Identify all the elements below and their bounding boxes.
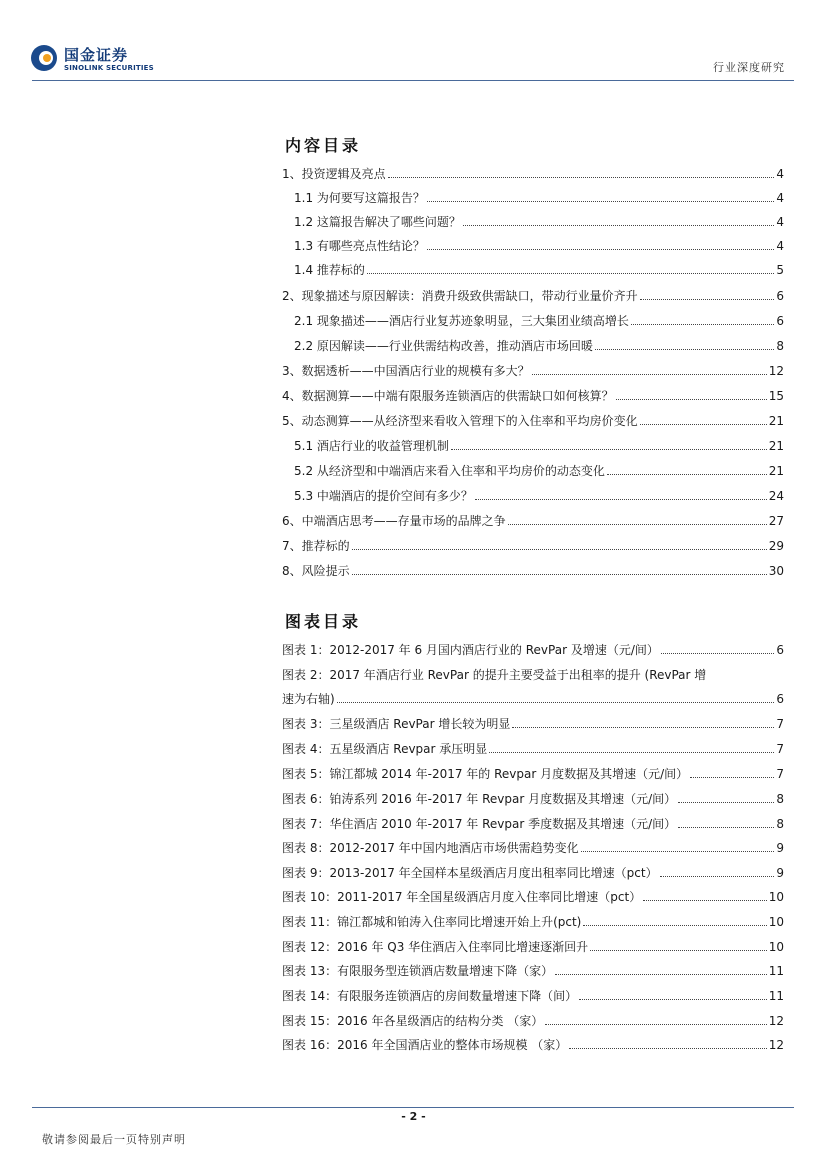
toc-entry-label: 5.2 从经济型和中端酒店来看入住率和平均房价的动态变化 <box>294 464 605 478</box>
toc-entry-label: 8、风险提示 <box>282 564 350 578</box>
dot-leader <box>352 573 767 575</box>
figure-entry-page: 10 <box>768 940 784 954</box>
toc-entry-page: 4 <box>776 167 784 181</box>
page-header <box>0 0 827 82</box>
footer-disclaimer: 敬请参阅最后一页特别声明 <box>42 1133 186 1146</box>
dot-leader <box>545 1023 766 1025</box>
figure-entry-label: 图表 12：2016 年 Q3 华住酒店入住率同比增速逐渐回升 <box>282 940 589 954</box>
figure-entry[interactable] <box>282 640 784 658</box>
toc-entry-label: 2.2 原因解读——行业供需结构改善，推动酒店市场回暖 <box>294 339 593 353</box>
dot-leader <box>607 473 767 475</box>
toc-entry-page: 27 <box>768 514 784 528</box>
toc-entry-page: 5 <box>776 263 784 277</box>
logo-chinese-name: 国金证券 <box>64 46 129 64</box>
dot-leader <box>643 899 766 901</box>
figure-entry-label: 图表 13：有限服务型连锁酒店数量增速下降（家） <box>282 964 554 978</box>
toc-entry[interactable] <box>282 236 784 254</box>
toc-entry[interactable] <box>282 561 784 579</box>
figure-entry-page: 12 <box>768 1014 784 1028</box>
toc-entry-label: 1.4 推荐标的 <box>294 263 365 277</box>
toc-entry-label: 2、现象描述与原因解读：消费升级致供需缺口，带动行业量价齐升 <box>282 289 638 303</box>
toc-entry-label: 5.1 酒店行业的收益管理机制 <box>294 439 449 453</box>
toc-entry[interactable] <box>282 386 784 404</box>
toc-entry-page: 4 <box>776 215 784 229</box>
dot-leader <box>555 973 767 975</box>
toc-entry-page: 4 <box>776 239 784 253</box>
toc-entry[interactable] <box>282 164 784 182</box>
dot-leader <box>690 776 774 778</box>
toc-entry[interactable] <box>282 486 784 504</box>
figure-entry-label: 图表 16：2016 年全国酒店业的整体市场规模 （家） <box>282 1038 568 1052</box>
dot-leader <box>640 298 775 300</box>
dot-leader <box>427 248 774 250</box>
toc-entry-page: 30 <box>768 564 784 578</box>
dot-leader <box>451 448 767 450</box>
toc-entry[interactable] <box>282 461 784 479</box>
figure-entry-line[interactable] <box>282 665 784 683</box>
dot-leader <box>569 1047 766 1049</box>
figure-entry-label: 图表 9：2013-2017 年全国样本星级酒店月度出租率同比增速（pct） <box>282 866 658 880</box>
toc-entry-page: 21 <box>768 439 784 453</box>
toc-entry[interactable] <box>282 311 784 329</box>
dot-leader <box>583 924 766 926</box>
figure-entry-label: 图表 8：2012-2017 年中国内地酒店市场供需趋势变化 <box>282 841 579 855</box>
toc-entry-page: 12 <box>768 364 784 378</box>
figure-entry[interactable] <box>282 838 784 856</box>
figure-entry-page: 9 <box>776 841 784 855</box>
figure-entry-label-continued: 速为右轴) <box>282 692 335 706</box>
toc-entry[interactable] <box>282 336 784 354</box>
toc-entry-label: 6、中端酒店思考——存量市场的品牌之争 <box>282 514 506 528</box>
toc-entry-page: 29 <box>768 539 784 553</box>
dot-leader <box>352 548 767 550</box>
figure-entry-label: 图表 3：三星级酒店 RevPar 增长较为明显 <box>282 717 511 731</box>
toc-entry[interactable] <box>282 212 784 230</box>
figure-entry[interactable] <box>282 1035 784 1053</box>
toc-entry-page: 15 <box>768 389 784 403</box>
dot-leader <box>388 176 775 178</box>
toc-entry-page: 6 <box>776 314 784 328</box>
toc-entry[interactable] <box>282 511 784 529</box>
header-divider <box>32 80 794 81</box>
toc-entry[interactable] <box>282 361 784 379</box>
toc-title: 内容目录 <box>285 136 362 155</box>
toc-entry-page: 6 <box>776 289 784 303</box>
toc-entry-page: 8 <box>776 339 784 353</box>
figure-entry[interactable] <box>282 739 784 757</box>
toc-entry[interactable] <box>282 260 784 278</box>
figure-entry[interactable] <box>282 961 784 979</box>
dot-leader <box>640 423 767 425</box>
dot-leader <box>489 751 774 753</box>
dot-leader <box>463 224 774 226</box>
figure-entry-page: 6 <box>776 643 784 657</box>
figures-toc-title: 图表目录 <box>285 612 362 631</box>
figure-entry-label: 图表 5：锦江都城 2014 年-2017 年的 Revpar 月度数据及其增速（元/间） <box>282 767 689 781</box>
toc-entry[interactable] <box>282 188 784 206</box>
toc-entry[interactable] <box>282 436 784 454</box>
figure-entry-page: 7 <box>776 742 784 756</box>
dot-leader <box>678 801 774 803</box>
figure-entry-page: 7 <box>776 717 784 731</box>
figure-entry-page: 12 <box>768 1038 784 1052</box>
toc-entry[interactable] <box>282 536 784 554</box>
dot-leader <box>532 373 767 375</box>
figure-entry[interactable] <box>282 814 784 832</box>
figure-entry-label: 图表 15：2016 年各星级酒店的结构分类 （家） <box>282 1014 544 1028</box>
figure-entry-label: 图表 6：铂涛系列 2016 年-2017 年 Revpar 月度数据及其增速（元/间） <box>282 792 677 806</box>
figure-entry-page: 11 <box>768 989 784 1003</box>
toc-entry-page: 21 <box>768 414 784 428</box>
dot-leader <box>579 998 767 1000</box>
dot-leader <box>631 323 774 325</box>
toc-entry-label: 7、推荐标的 <box>282 539 350 553</box>
figure-entry[interactable] <box>282 789 784 807</box>
figure-entry-page: 8 <box>776 817 784 831</box>
dot-leader <box>661 652 774 654</box>
toc-entry-label: 1.3 有哪些亮点性结论？ <box>294 239 425 253</box>
dot-leader <box>367 272 774 274</box>
dot-leader <box>660 875 775 877</box>
dot-leader <box>508 523 767 525</box>
toc-entry-page: 21 <box>768 464 784 478</box>
toc-entry-label: 1、投资逻辑及亮点 <box>282 167 386 181</box>
figure-entry-label: 图表 4：五星级酒店 Revpar 承压明显 <box>282 742 488 756</box>
figure-entry-page: 9 <box>776 866 784 880</box>
figure-entry-page: 8 <box>776 792 784 806</box>
toc-entry-label: 1.2 这篇报告解决了哪些问题？ <box>294 215 461 229</box>
dot-leader <box>427 200 774 202</box>
toc-entry[interactable] <box>282 411 784 429</box>
figure-entry[interactable] <box>282 689 784 707</box>
toc-entry-label: 5、动态测算——从经济型来看收入管理下的入住率和平均房价变化 <box>282 414 638 428</box>
figure-entry-label: 图表 11：锦江都城和铂涛入住率同比增速开始上升(pct) <box>282 915 582 929</box>
dot-leader <box>616 398 767 400</box>
figure-entry-page: 10 <box>768 915 784 929</box>
figure-entry[interactable] <box>282 863 784 881</box>
dot-leader <box>337 701 775 703</box>
dot-leader <box>595 348 774 350</box>
figure-entry[interactable] <box>282 1011 784 1029</box>
toc-entry-label: 1.1 为何要写这篇报告？ <box>294 191 425 205</box>
figure-entry-label: 图表 7：华住酒店 2010 年-2017 年 Revpar 季度数据及其增速（元/间） <box>282 817 677 831</box>
dot-leader <box>590 949 767 951</box>
figure-entry-page: 7 <box>776 767 784 781</box>
dot-leader <box>475 498 767 500</box>
dot-leader <box>678 826 774 828</box>
toc-entry-label: 4、数据测算——中端有限服务连锁酒店的供需缺口如何核算？ <box>282 389 614 403</box>
footer-divider <box>32 1107 794 1108</box>
figure-entry[interactable] <box>282 912 784 930</box>
figure-entry-label: 图表 1：2012-2017 年 6 月国内酒店行业的 RevPar 及增速（元/间） <box>282 643 659 657</box>
figure-entry-page: 10 <box>768 890 784 904</box>
figure-entry-label: 图表 2：2017 年酒店行业 RevPar 的提升主要受益于出租率的提升 (RevPar 增 <box>282 668 707 682</box>
logo-english-name: SINOLINK SECURITIES <box>64 64 154 72</box>
figure-entry[interactable] <box>282 764 784 782</box>
figure-entry-label: 图表 10：2011-2017 年全国星级酒店月度入住率同比增速（pct） <box>282 890 642 904</box>
toc-entry-label: 2.1 现象描述——酒店行业复苏迹象明显，三大集团业绩高增长 <box>294 314 629 328</box>
figure-entry[interactable] <box>282 937 784 955</box>
report-type-label: 行业深度研究 <box>713 61 785 74</box>
dot-leader <box>512 726 774 728</box>
figure-entry-page: 6 <box>776 692 784 706</box>
figure-entry-label: 图表 14：有限服务连锁酒店的房间数量增速下降（间） <box>282 989 578 1003</box>
figure-entry[interactable] <box>282 986 784 1004</box>
figure-entry-page: 11 <box>768 964 784 978</box>
toc-entry-page: 24 <box>768 489 784 503</box>
page-number: - 2 - <box>401 1110 426 1123</box>
figure-entry[interactable] <box>282 887 784 905</box>
toc-entry-page: 4 <box>776 191 784 205</box>
toc-entry-label: 3、数据透析——中国酒店行业的规模有多大？ <box>282 364 530 378</box>
toc-entry-label: 5.3 中端酒店的提价空间有多少？ <box>294 489 473 503</box>
figure-entry[interactable] <box>282 714 784 732</box>
sinolink-logo-icon <box>30 44 58 72</box>
dot-leader <box>581 850 775 852</box>
toc-entry[interactable] <box>282 286 784 304</box>
